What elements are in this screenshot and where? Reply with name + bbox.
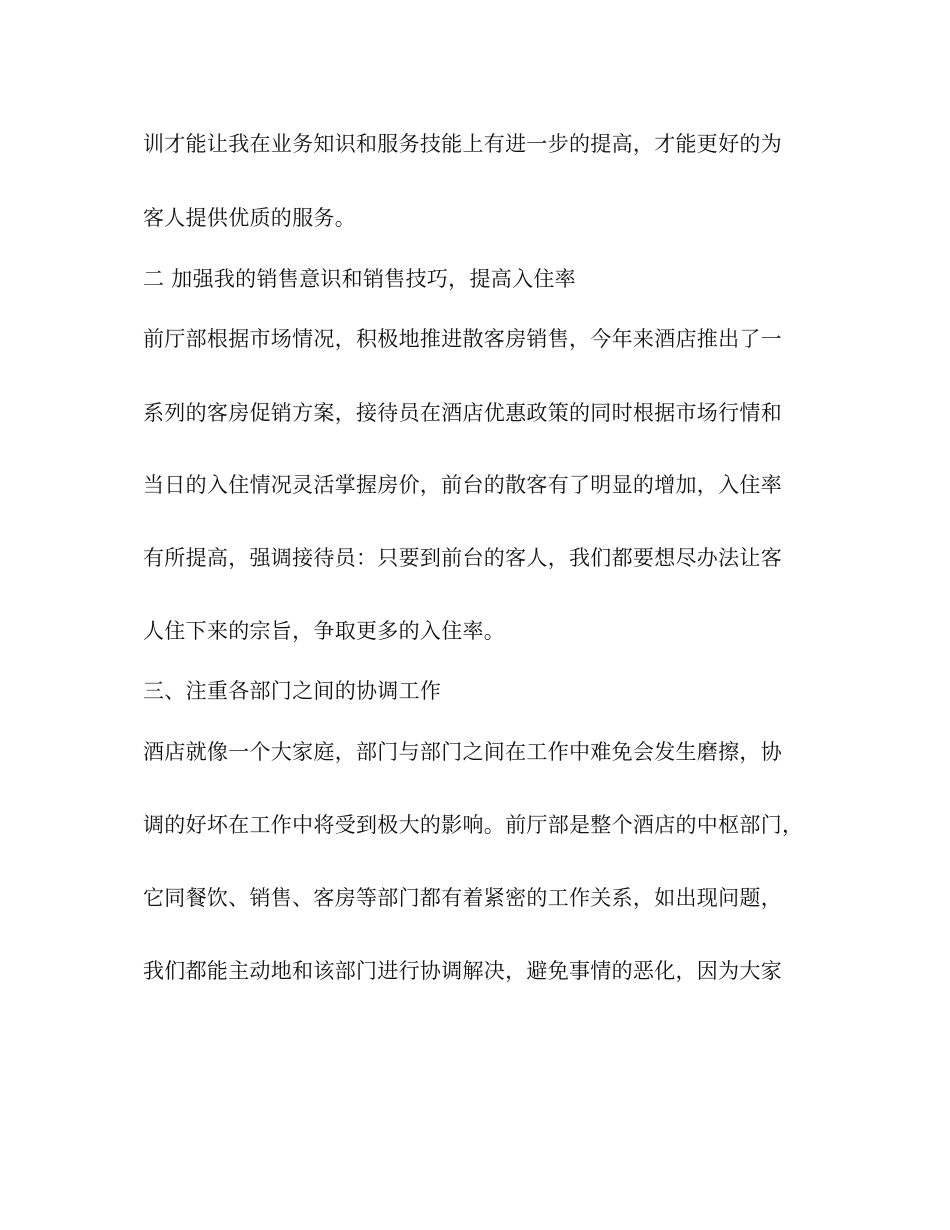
paragraph-line: 前厅部根据市场情况，积极地推进散客房销售，今年来酒店推出了一 [143,327,782,351]
paragraph-line: 客人提供优质的服务。 [143,206,356,230]
section-heading-2: 二 加强我的销售意识和销售技巧，提高入住率 [143,267,576,291]
paragraph-line: 它同餐饮、销售、客房等部门都有着紧密的工作关系，如出现问题， [143,886,782,910]
paragraph-line: 系列的客房促销方案，接待员在酒店优惠政策的同时根据市场行情和 [143,401,782,425]
section-heading-3: 三、注重各部门之间的协调工作 [143,679,442,703]
paragraph-line: 我们都能主动地和该部门进行协调解决，避免事情的恶化，因为大家 [143,959,782,983]
paragraph-line: 人住下来的宗旨，争取更多的入住率。 [143,619,506,643]
paragraph-line: 调的好坏在工作中将受到极大的影响。前厅部是整个酒店的中枢部门， [143,813,804,837]
paragraph-line: 酒店就像一个大家庭，部门与部门之间在工作中难免会发生磨擦，协 [143,740,782,764]
paragraph-line: 训才能让我在业务知识和服务技能上有进一步的提高，才能更好的为 [143,132,782,156]
paragraph-line: 当日的入住情况灵活掌握房价，前台的散客有了明显的增加，入住率 [143,473,782,497]
paragraph-line: 有所提高，强调接待员：只要到前台的客人，我们都要想尽办法让客 [143,546,782,570]
